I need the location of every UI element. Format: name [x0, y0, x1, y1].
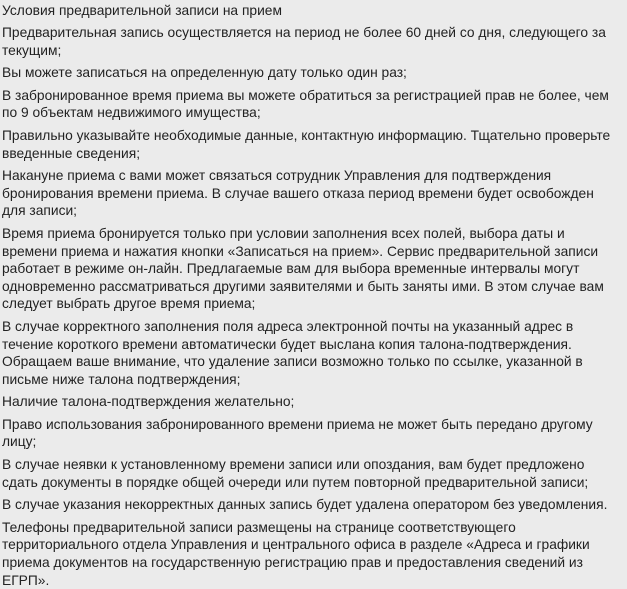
condition-item: Наличие талона-подтверждения желательно;: [2, 394, 295, 410]
condition-item: В случае корректного заполнения поля адреса электронной почты на указанный адрес в течение короткого времени автоматически будет выслана копия талона-подтверждения. Обращаем ваше внимание, что удаление записи возможно только по ссылке, указанной в письме ниже талона подтверждения;: [2, 318, 583, 387]
condition-item: Накануне приема с вами может связаться сотрудник Управления для подтверждения бронирования времени приема. В случае вашего отказа период времени будет освобожден для записи;: [2, 168, 594, 219]
condition-item: В случае неявки к установленному времени записи или опоздания, вам будет предложено сдать документы в порядке общей очереди или путем повторной предварительной записи;: [2, 457, 589, 490]
condition-item: Вы можете записаться на определенную дату только один раз;: [2, 65, 407, 81]
condition-item: Предварительная запись осуществляется на период не более 60 дней со дня, следующего за текущим;: [2, 25, 606, 58]
conditions-list: [2, 24, 621, 589]
condition-item: Телефоны предварительной записи размещены на странице соответствующего территориального отдела Управления и центрального офиса в разделе «Адреса и графики приема документов на государственную регистрацию прав и предоставления сведений из ЕГРП».: [2, 519, 590, 588]
condition-item: В забронированное время приема вы можете обратиться за регистрацией прав не более, чем по 9 объектам недвижимого имущества;: [2, 87, 609, 121]
condition-item: В случае указания некорректных данных запись будет удалена оператором без уведомления.: [2, 497, 608, 513]
condition-item: Правильно указывайте необходимые данные, контактную информацию. Тщательно проверьте введенные сведения;: [2, 127, 611, 161]
page-title: Условия предварительной записи на прием: [2, 3, 282, 18]
condition-item: Право использования забронированного времени приема не может быть передано другому лицу;: [2, 416, 593, 450]
condition-item: Время приема бронируется только при условии заполнения всех полей, выбора даты и времени приема и нажатия кнопки «Записаться на прием». Сервис предварительной записи работает в режиме он-лайн. Предлагаемые вам для выбора временные интервалы могут одновременно рассматриваться другими заявителями и быть заняты ими. В этом случае вам следует выбрать другое время приема;: [2, 225, 604, 312]
